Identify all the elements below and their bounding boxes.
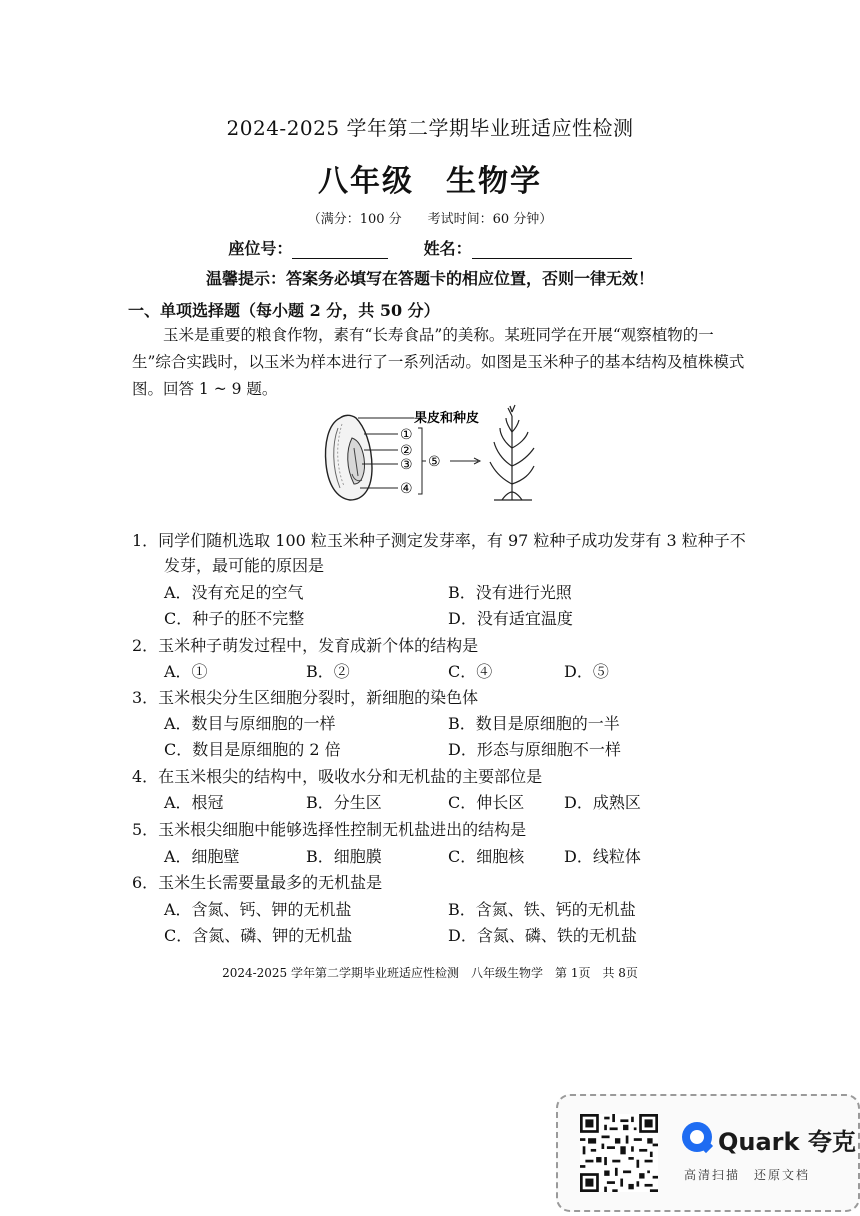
- q2-option-c[interactable]: C．④: [448, 662, 493, 681]
- label-1: ①: [400, 427, 413, 443]
- warm-tip: 温馨提示：答案务必填写在答题卡的相应位置，否则一律无效！: [205, 269, 654, 288]
- question-1-line1: 1．同学们随机选取 100 粒玉米种子测定发芽率，有 97 粒种子成功发芽有 3 粒种子不: [132, 531, 746, 550]
- q1-option-d[interactable]: D．没有适宜温度: [448, 609, 573, 628]
- q4-option-d[interactable]: D．成熟区: [564, 793, 641, 812]
- question-6: 6．玉米生长需要量最多的无机盐是: [132, 873, 383, 892]
- q6-option-c[interactable]: C．含氮、磷、钾的无机盐: [164, 926, 353, 945]
- exam-title: 2024-2025 学年第二学期毕业班适应性检测: [226, 116, 634, 140]
- section-heading: 一、单项选择题（每小题 2 分，共 50 分）: [128, 301, 440, 320]
- seat-name-line: [0, 236, 860, 259]
- intro-paragraph: 玉米是重要的粮食作物，素有“长寿食品”的美称。某班同学在开展“观察植物的一生”综合实践时，以玉米为样本进行了一系列活动。如图是玉米种子的基本结构及植株模式图。回答 1 ~ 9 题。: [132, 326, 745, 398]
- q1-option-a[interactable]: A．没有充足的空气: [164, 583, 304, 602]
- q3-option-b[interactable]: B．数目是原细胞的一半: [448, 714, 620, 733]
- corn-plant-drawing: [490, 405, 534, 500]
- corn-seed-diagram: [318, 404, 558, 504]
- page-footer: 2024-2025 学年第二学期毕业班适应性检测 八年级生物学 第 1页 共 8页: [222, 966, 638, 980]
- name-blank: [472, 240, 632, 259]
- question-5: 5．玉米根尖细胞中能够选择性控制无机盐进出的结构是: [132, 820, 527, 839]
- quark-logo-icon: [682, 1122, 712, 1152]
- q6-option-b[interactable]: B．含氮、铁、钙的无机盐: [448, 900, 636, 919]
- q6-option-d[interactable]: D．含氮、磷、铁的无机盐: [448, 926, 637, 945]
- q3-option-c[interactable]: C．数目是原细胞的 2 倍: [164, 740, 341, 759]
- quark-watermark-card: [556, 1094, 860, 1212]
- q1-option-b[interactable]: B．没有进行光照: [448, 583, 572, 602]
- quark-tagline: 高清扫描 还原文档: [684, 1168, 811, 1182]
- diagram-leader-lines: [358, 418, 480, 494]
- q1-option-c[interactable]: C．种子的胚不完整: [164, 609, 305, 628]
- seat-blank: [292, 240, 388, 259]
- label-pericarp-seedcoat: 果皮和种皮: [414, 411, 480, 426]
- seat-label: 座位号：: [228, 239, 293, 258]
- q2-option-d[interactable]: D．⑤: [564, 662, 609, 681]
- q6-option-a[interactable]: A．含氮、钙、钾的无机盐: [164, 900, 352, 919]
- q4-option-a[interactable]: A．根冠: [164, 793, 224, 812]
- q4-option-c[interactable]: C．伸长区: [448, 793, 525, 812]
- q3-option-d[interactable]: D．形态与原细胞不一样: [448, 740, 621, 759]
- name-label: 姓名：: [423, 239, 472, 258]
- corn-seed-drawing: [326, 415, 372, 500]
- label-5: ⑤: [428, 454, 441, 470]
- q5-option-b[interactable]: B．细胞膜: [306, 847, 382, 866]
- quark-brand-name: Quark 夸克: [718, 1128, 856, 1156]
- exam-subject: 八年级 生物学: [318, 164, 542, 199]
- question-4: 4．在玉米根尖的结构中，吸收水分和无机盐的主要部位是: [132, 767, 543, 786]
- label-3: ③: [400, 457, 413, 473]
- q5-option-d[interactable]: D．线粒体: [564, 847, 641, 866]
- q3-option-a[interactable]: A．数目与原细胞的一样: [164, 714, 336, 733]
- label-4: ④: [400, 481, 413, 497]
- label-2: ②: [400, 443, 413, 459]
- q2-option-a[interactable]: A．①: [164, 662, 208, 681]
- q4-option-b[interactable]: B．分生区: [306, 793, 382, 812]
- q5-option-a[interactable]: A．细胞壁: [164, 847, 240, 866]
- question-3: 3．玉米根尖分生区细胞分裂时，新细胞的染色体: [132, 688, 479, 707]
- question-2: 2．玉米种子萌发过程中，发育成新个体的结构是: [132, 636, 479, 655]
- q2-option-b[interactable]: B．②: [306, 662, 350, 681]
- q5-option-c[interactable]: C．细胞核: [448, 847, 525, 866]
- question-1-line2: 发芽，最可能的原因是: [164, 556, 325, 575]
- qr-code-icon: [580, 1114, 658, 1192]
- exam-meta: （满分：100 分 考试时间：60 分钟）: [307, 212, 553, 227]
